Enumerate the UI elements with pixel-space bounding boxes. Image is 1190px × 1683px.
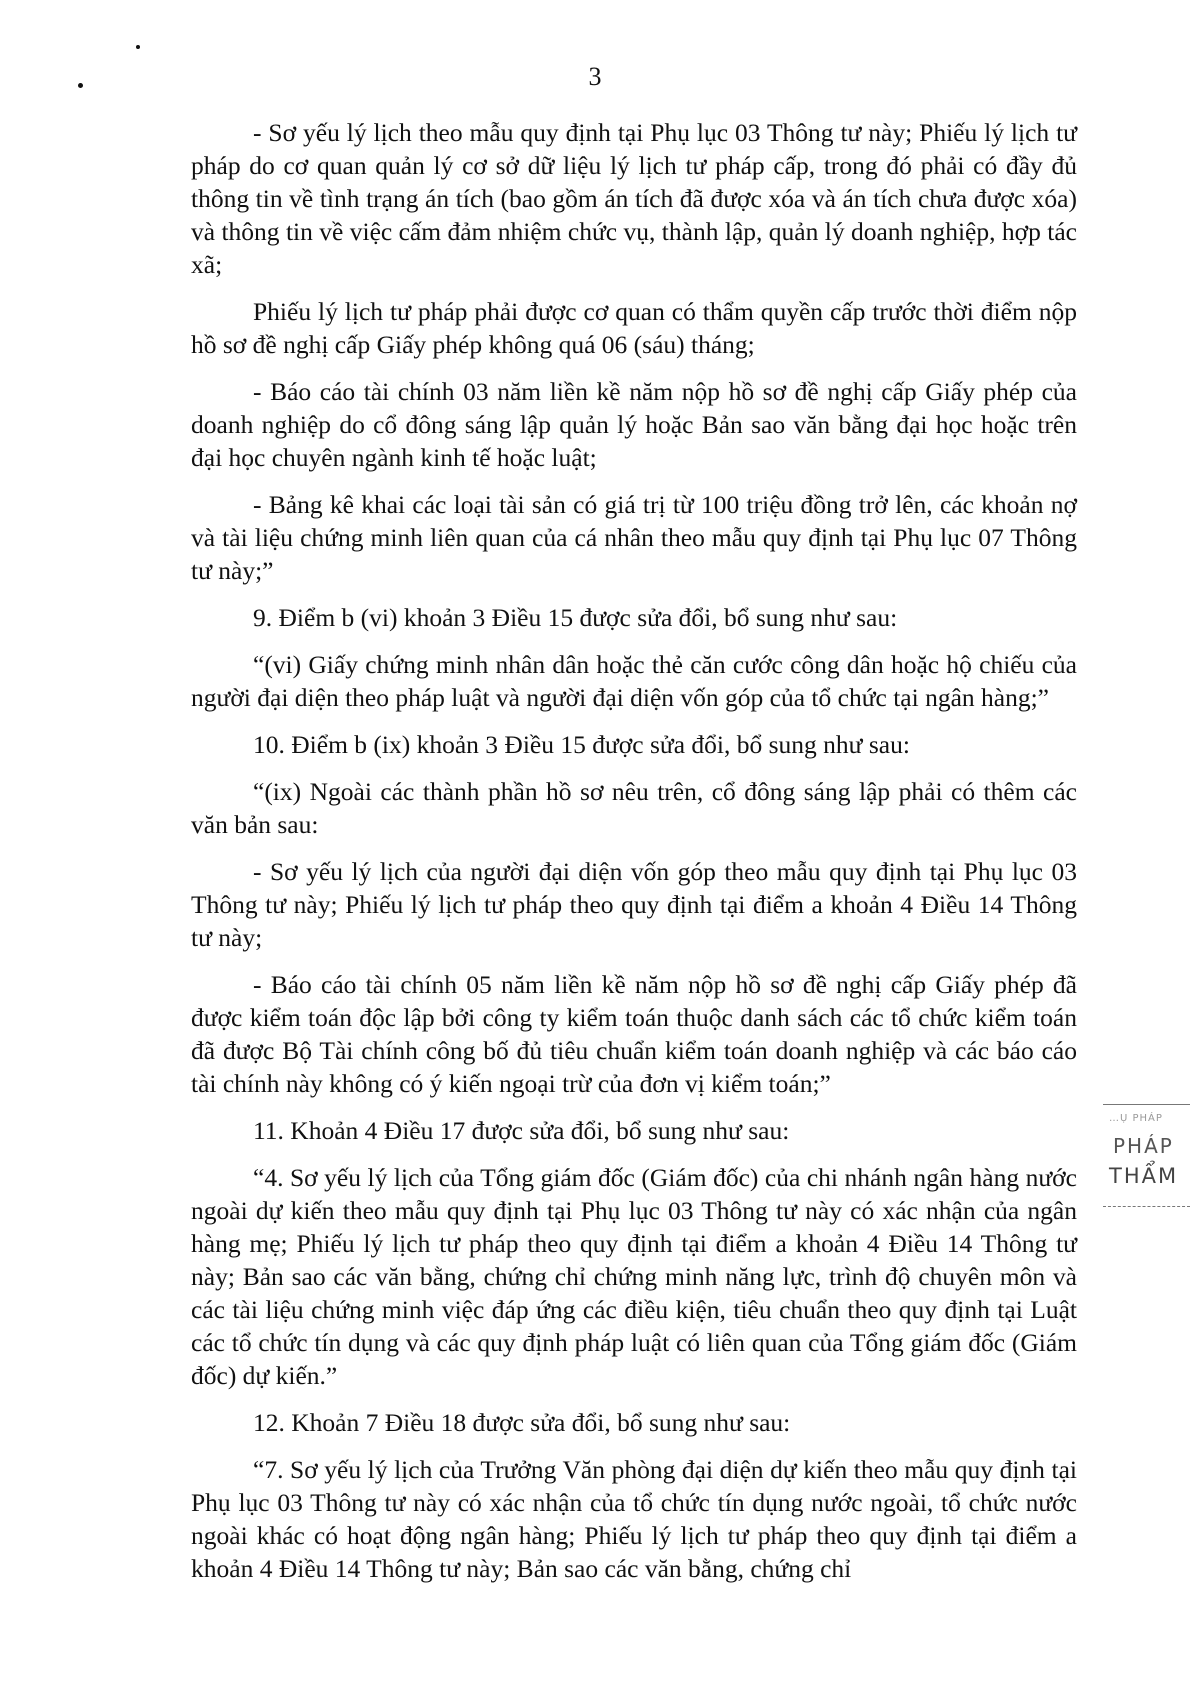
paragraph: - Báo cáo tài chính 05 năm liền kề năm nộp hồ sơ đề nghị cấp Giấy phép đã được kiểm toán độc lập bởi công ty kiểm toán thuộc danh sách các tổ chức kiểm toán đã được Bộ Tài chính công bố đủ tiêu chuẩn kiểm toán doanh nghiệp và các báo cáo tài chính này không có ý kiến ngoại trừ của đơn vị kiểm toán;”	[191, 970, 1077, 1098]
stamp-border-line	[1103, 1206, 1190, 1207]
paragraph: “7. Sơ yếu lý lịch của Trưởng Văn phòng đại diện dự kiến theo mẫu quy định tại Phụ lục 03 Thông tư này có xác nhận của tổ chức tín dụng nước ngoài, tổ chức nước ngoài khác có hoạt động ngân hàng; Phiếu lý lịch tư pháp theo quy định tại điểm a khoản 4 Điều 14 Thông tư này; Bản sao các văn bằng, chứng chỉ	[191, 1455, 1077, 1583]
paragraph: “(ix) Ngoài các thành phần hồ sơ nêu trên, cổ đông sáng lập phải có thêm các văn bản sau:	[191, 777, 1077, 839]
paragraph: Phiếu lý lịch tư pháp phải được cơ quan có thẩm quyền cấp trước thời điểm nộp hồ sơ đề nghị cấp Giấy phép không quá 06 (sáu) tháng;	[191, 297, 1077, 359]
paragraph: “(vi) Giấy chứng minh nhân dân hoặc thẻ căn cước công dân hoặc hộ chiếu của người đại diện theo pháp luật và người đại diện vốn góp của tổ chức tại ngân hàng;”	[191, 650, 1077, 712]
page-number: 3	[588, 62, 602, 91]
paragraph: “4. Sơ yếu lý lịch của Tổng giám đốc (Giám đốc) của chi nhánh ngân hàng nước ngoài dự kiến theo mẫu quy định tại Phụ lục 03 Thông tư này có xác nhận của ngân hàng mẹ; Phiếu lý lịch tư pháp theo quy định tại điểm a khoản 4 Điều 14 Thông tư này; Bản sao các văn bằng, chứng chỉ chứng minh năng lực, trình độ chuyên môn và các tài liệu chứng minh việc đáp ứng các điều kiện, tiêu chuẩn theo quy định tại Luật các tổ chức tín dụng và các quy định pháp luật có liên quan của Tổng giám đốc (Giám đốc) dự kiến.”	[191, 1163, 1077, 1390]
paragraph: 11. Khoản 4 Điều 17 được sửa đổi, bổ sung như sau:	[253, 1116, 790, 1145]
scan-speck	[136, 45, 140, 49]
document-body	[191, 116, 1077, 1599]
paragraph: 9. Điểm b (vi) khoản 3 Điều 15 được sửa đổi, bổ sung như sau:	[253, 603, 898, 632]
stamp-text-small: …Ụ PHÁP	[1109, 1113, 1163, 1124]
paragraph: 10. Điểm b (ix) khoản 3 Điều 15 được sửa đổi, bổ sung như sau:	[253, 730, 910, 759]
paragraph: - Báo cáo tài chính 03 năm liền kề năm nộp hồ sơ đề nghị cấp Giấy phép của doanh nghiệp do cổ đông sáng lập quản lý hoặc Bản sao văn bằng đại học hoặc trên đại học chuyên ngành kinh tế hoặc luật;	[191, 377, 1077, 472]
seal-stamp-fragment	[1103, 1104, 1190, 1229]
paragraph: 12. Khoản 7 Điều 18 được sửa đổi, bổ sung như sau:	[253, 1408, 791, 1437]
paragraph: - Sơ yếu lý lịch của người đại diện vốn góp theo mẫu quy định tại Phụ lục 03 Thông tư này; Phiếu lý lịch tư pháp theo quy định tại điểm a khoản 4 Điều 14 Thông tư này;	[191, 857, 1077, 952]
stamp-text-tham: THẨM	[1109, 1164, 1179, 1188]
stamp-text-phap: PHÁP	[1113, 1134, 1174, 1158]
paragraph: - Sơ yếu lý lịch theo mẫu quy định tại Phụ lục 03 Thông tư này; Phiếu lý lịch tư pháp do cơ quan quản lý cơ sở dữ liệu lý lịch tư pháp cấp, trong đó phải có đầy đủ thông tin về tình trạng án tích (bao gồm án tích đã được xóa và án tích chưa được xóa) và thông tin về việc cấm đảm nhiệm chức vụ, thành lập, quản lý doanh nghiệp, hợp tác xã;	[191, 118, 1077, 279]
stamp-border-line	[1103, 1104, 1190, 1105]
paragraph: - Bảng kê khai các loại tài sản có giá trị từ 100 triệu đồng trở lên, các khoản nợ và tài liệu chứng minh liên quan của cá nhân theo mẫu quy định tại Phụ lục 07 Thông tư này;”	[191, 490, 1077, 585]
